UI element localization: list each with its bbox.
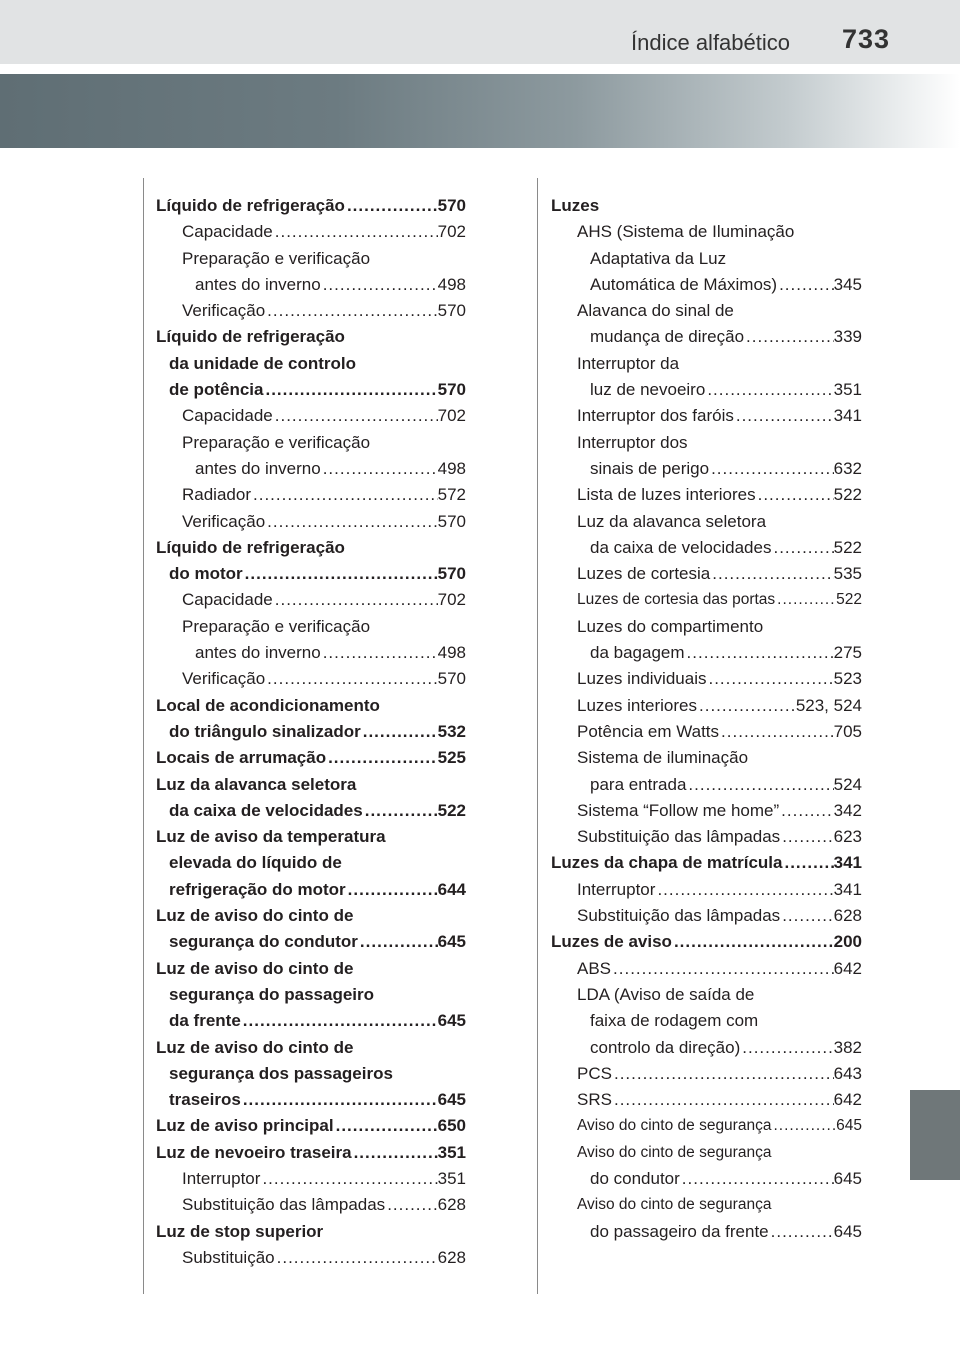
index-entry (156, 482, 466, 508)
dot-leader (612, 1087, 834, 1113)
entry-text: do triângulo sinalizador (169, 721, 361, 741)
page-ref: 702 (437, 222, 466, 242)
section-thumb-tab (910, 1090, 960, 1180)
index-entry (156, 745, 466, 771)
dot-leader (697, 693, 796, 719)
dot-leader (251, 482, 438, 508)
page-ref: 628 (437, 1195, 466, 1215)
page-ref: 632 (833, 458, 862, 478)
index-entry (551, 956, 862, 982)
index-entry (156, 877, 466, 903)
page-ref: 642 (833, 1090, 862, 1110)
entry-text: Luz de aviso principal (156, 1116, 334, 1136)
entry-text: Alavanca do sinal de (577, 301, 734, 321)
index-entry (551, 298, 862, 324)
dot-leader (321, 456, 438, 482)
index-entry (156, 956, 466, 982)
page-ref: 522 (836, 591, 862, 609)
entry-text: Capacidade (182, 406, 273, 426)
index-entry (551, 377, 862, 403)
entry-text: do motor (169, 564, 243, 584)
entry-text: Luzes de cortesia (577, 564, 711, 584)
dot-leader (777, 272, 834, 298)
page-ref: 523, 524 (795, 695, 862, 715)
entry-text: Aviso do cinto de segurança (577, 1143, 772, 1161)
entry-text: Luzes da chapa de matrícula (551, 853, 783, 873)
page-ref: 645 (833, 1168, 862, 1188)
entry-text: Luz da alavanca seletora (577, 511, 767, 531)
index-entry (156, 351, 466, 377)
entry-text: antes do inverno (195, 274, 321, 294)
dot-leader (672, 929, 834, 955)
page-ref: 642 (833, 958, 862, 978)
index-entry (156, 193, 466, 219)
entry-text: da caixa de velocidades (169, 800, 363, 820)
header-gradient-band (0, 74, 960, 148)
dot-leader (345, 193, 438, 219)
index-entry (551, 1008, 862, 1034)
dot-leader (779, 798, 833, 824)
entry-text: LDA (Aviso de saída de (577, 984, 755, 1004)
page-ref: 532 (437, 721, 466, 741)
index-entry (156, 509, 466, 535)
index-entry (156, 1113, 466, 1139)
page-ref: 645 (833, 1221, 862, 1241)
entry-text: Luzes do compartimento (577, 616, 764, 636)
dot-leader (740, 1035, 833, 1061)
entry-text: da bagagem (590, 643, 685, 663)
entry-text: sinais de perigo (590, 458, 710, 478)
entry-text: elevada do líquido de (169, 853, 342, 873)
index-entry (551, 324, 862, 350)
index-entry (156, 929, 466, 955)
index-column-left (156, 193, 466, 1271)
page-ref: 351 (833, 380, 862, 400)
index-entry (551, 614, 862, 640)
index-column-right (551, 193, 862, 1245)
index-entry (551, 456, 862, 482)
entry-text: ABS (577, 958, 612, 978)
entry-text: Preparação e verificação (182, 616, 371, 636)
index-entry (156, 377, 466, 403)
index-entry (156, 1035, 466, 1061)
page-number: 733 (841, 24, 890, 54)
index-entry (156, 850, 466, 876)
page-title: Índice alfabético (631, 30, 790, 55)
entry-text: antes do inverno (195, 458, 321, 478)
index-entry (551, 509, 862, 535)
page-ref: 200 (833, 932, 862, 952)
index-entry (156, 430, 466, 456)
page-ref: 570 (437, 669, 466, 689)
index-entry (156, 798, 466, 824)
page-ref: 628 (437, 1247, 466, 1267)
index-entry (156, 614, 466, 640)
index-entry (156, 1087, 466, 1113)
entry-text: Luz de stop superior (156, 1221, 324, 1241)
entry-text: Aviso do cinto de segurança (577, 1117, 772, 1135)
page-ref: 342 (833, 800, 862, 820)
dot-leader (706, 666, 833, 692)
index-entry (551, 1087, 862, 1113)
index-entry (551, 403, 862, 429)
entry-text: Automática de Máximos) (590, 274, 778, 294)
entry-text: Interruptor dos (577, 432, 688, 452)
page-ref: 644 (437, 879, 466, 899)
entry-text: Preparação e verificação (182, 432, 371, 452)
entry-text: Substituição das lâmpadas (182, 1195, 386, 1215)
page-ref: 341 (833, 406, 862, 426)
dot-leader (771, 535, 833, 561)
page-ref: 275 (833, 643, 862, 663)
index-entry (156, 272, 466, 298)
dot-leader (273, 587, 438, 613)
index-entry (551, 1061, 862, 1087)
page-ref: 570 (437, 301, 466, 321)
dot-leader (241, 1008, 438, 1034)
page-ref: 570 (437, 511, 466, 531)
dot-leader (780, 824, 833, 850)
entry-text: Luz de aviso do cinto de (156, 958, 354, 978)
page-ref: 522 (833, 537, 862, 557)
index-entry (551, 1166, 862, 1192)
page-ref: 570 (437, 196, 466, 215)
entry-text: Luzes interiores (577, 695, 698, 715)
index-entry (551, 772, 862, 798)
index-entry (551, 745, 862, 771)
dot-leader (275, 1245, 438, 1271)
dot-leader (260, 1166, 437, 1192)
index-entry (551, 246, 862, 272)
dot-leader (241, 1087, 438, 1113)
index-entry (156, 1245, 466, 1271)
index-entry (156, 1008, 466, 1034)
index-entry (551, 561, 862, 587)
index-entry (156, 666, 466, 692)
dot-leader (265, 298, 437, 324)
page-ref: 650 (437, 1116, 466, 1136)
dot-leader (686, 772, 833, 798)
dot-leader (265, 509, 437, 535)
page-ref: 525 (437, 748, 466, 768)
entry-text: da caixa de velocidades (590, 537, 772, 557)
page-ref: 339 (833, 327, 862, 347)
dot-leader (782, 850, 833, 876)
page-ref: 702 (437, 590, 466, 610)
entry-text: para entrada (590, 774, 687, 794)
dot-leader (321, 640, 438, 666)
dot-leader (273, 403, 438, 429)
index-entry (156, 1219, 466, 1245)
entry-text: Locais de arrumação (156, 748, 327, 768)
entry-text: AHS (Sistema de Iluminação (577, 222, 795, 242)
index-entry (156, 298, 466, 324)
index-entry (156, 561, 466, 587)
entry-text: Substituição (182, 1247, 275, 1267)
entry-text: controlo da direção) (590, 1037, 741, 1057)
entry-text: Luzes de cortesia das portas (577, 591, 776, 609)
entry-text: Interruptor da (577, 353, 680, 373)
page-ref: 570 (437, 564, 466, 584)
page-ref: 498 (437, 274, 466, 294)
entry-text: Capacidade (182, 222, 273, 242)
index-entry (551, 640, 862, 666)
entry-text: do condutor (590, 1168, 680, 1188)
entry-text: da unidade de controlo (169, 353, 357, 373)
entry-text: Substituição das lâmpadas (577, 906, 781, 926)
entry-text: Líquido de refrigeração (156, 327, 345, 347)
dot-leader (363, 798, 438, 824)
index-entry (551, 587, 862, 613)
entry-text: Aviso do cinto de segurança (577, 1196, 772, 1214)
entry-text: luz de nevoeiro (590, 380, 706, 400)
index-entry (156, 324, 466, 350)
entry-text: Sistema de iluminação (577, 748, 749, 768)
index-entry (551, 666, 862, 692)
page-ref: 705 (833, 721, 862, 741)
column-divider-middle (537, 178, 538, 1294)
entry-text: Interruptor (182, 1168, 261, 1188)
dot-leader (771, 1113, 836, 1139)
dot-leader (685, 640, 834, 666)
entry-text: antes do inverno (195, 643, 321, 663)
page-ref: 645 (437, 1090, 466, 1110)
dot-leader (243, 561, 438, 587)
index-entry (156, 535, 466, 561)
dot-leader (263, 377, 437, 403)
dot-leader (352, 1140, 438, 1166)
page-ref: 351 (437, 1168, 466, 1188)
index-entry (156, 219, 466, 245)
page-ref: 572 (437, 485, 466, 505)
entry-text: Substituição das lâmpadas (577, 827, 781, 847)
header-bar (0, 0, 960, 64)
index-entry (156, 903, 466, 929)
index-entry (551, 193, 862, 219)
index-entry (551, 982, 862, 1008)
entry-text: da frente (169, 1011, 241, 1031)
entry-text: traseiros (169, 1090, 241, 1110)
entry-text: Verificação (182, 301, 266, 321)
index-entry (156, 640, 466, 666)
dot-leader (346, 877, 438, 903)
page-ref: 351 (437, 1142, 466, 1162)
entry-text: do passageiro da frente (590, 1221, 769, 1241)
dot-leader (680, 1166, 834, 1192)
entry-text: Luz de aviso do cinto de (156, 1037, 354, 1057)
page-ref: 341 (833, 853, 862, 873)
index-entry (156, 772, 466, 798)
index-entry (551, 272, 862, 298)
entry-text: refrigeração do motor (169, 879, 346, 899)
page-ref: 645 (836, 1117, 862, 1135)
dot-leader (734, 403, 834, 429)
page-ref: 498 (437, 643, 466, 663)
index-entry (551, 719, 862, 745)
dot-leader (705, 377, 833, 403)
entry-text: SRS (577, 1090, 612, 1110)
index-entry (156, 1140, 466, 1166)
page-ref: 341 (833, 879, 862, 899)
entry-text: Radiador (182, 485, 251, 505)
entry-text: segurança do passageiro (169, 984, 375, 1004)
entry-text: Adaptativa da Luz (590, 248, 727, 268)
entry-text: faixa de rodagem com (590, 1011, 759, 1031)
entry-text: PCS (577, 1063, 612, 1083)
dot-leader (769, 1219, 834, 1245)
dot-leader (265, 666, 437, 692)
page-ref: 522 (833, 485, 862, 505)
dot-leader (710, 561, 833, 587)
page-ref: 535 (833, 564, 862, 584)
page-ref: 570 (437, 380, 466, 400)
entry-text: Luz de aviso da temperatura (156, 827, 386, 847)
entry-text: Preparação e verificação (182, 248, 371, 268)
index-entry (551, 850, 862, 876)
page-ref: 628 (833, 906, 862, 926)
page-ref: 645 (437, 1011, 466, 1031)
entry-text: Capacidade (182, 590, 273, 610)
page-ref: 643 (833, 1063, 862, 1083)
entry-text: segurança dos passageiros (169, 1063, 393, 1083)
dot-leader (655, 877, 833, 903)
dot-leader (326, 745, 438, 771)
page-ref: 645 (437, 932, 466, 952)
dot-leader (611, 956, 834, 982)
index-entry (156, 456, 466, 482)
dot-leader (358, 929, 438, 955)
entry-text: mudança de direção (590, 327, 745, 347)
index-entry (156, 1061, 466, 1087)
dot-leader (321, 272, 438, 298)
index-entry (156, 246, 466, 272)
entry-text: Verificação (182, 669, 266, 689)
page-ref: 702 (437, 406, 466, 426)
index-entry (156, 403, 466, 429)
index-entry (551, 1140, 862, 1166)
entry-text: Luzes (551, 196, 600, 215)
index-entry (551, 219, 862, 245)
entry-text: Líquido de refrigeração (156, 196, 345, 215)
entry-text: Luzes de aviso (551, 932, 672, 952)
page-ref: 498 (437, 458, 466, 478)
index-entry (156, 824, 466, 850)
index-entry (156, 1166, 466, 1192)
dot-leader (780, 903, 833, 929)
entry-text: Local de acondicionamento (156, 695, 380, 715)
index-entry (551, 1113, 862, 1139)
dot-leader (612, 1061, 834, 1087)
index-entry (551, 1219, 862, 1245)
index-entry (551, 824, 862, 850)
entry-text: Interruptor (577, 879, 656, 899)
dot-leader (273, 219, 438, 245)
entry-text: Luz da alavanca seletora (156, 774, 357, 794)
entry-text: Líquido de refrigeração (156, 537, 345, 557)
index-entry (551, 535, 862, 561)
dot-leader (756, 482, 834, 508)
entry-text: segurança do condutor (169, 932, 358, 952)
dot-leader (334, 1113, 438, 1139)
dot-leader (385, 1192, 437, 1218)
entry-text: de potência (169, 380, 264, 400)
dot-leader (361, 719, 438, 745)
index-entry (551, 1035, 862, 1061)
entry-text: Luz de nevoeiro traseira (156, 1142, 352, 1162)
column-divider-left (143, 178, 144, 1294)
index-entry (551, 877, 862, 903)
dot-leader (775, 587, 836, 613)
entry-text: Lista de luzes interiores (577, 485, 756, 505)
index-entry (551, 1192, 862, 1218)
entry-text: Luzes individuais (577, 669, 707, 689)
page-ref: 524 (833, 774, 862, 794)
index-entry (551, 351, 862, 377)
entry-text: Potência em Watts (577, 721, 720, 741)
page-ref: 382 (833, 1037, 862, 1057)
index-entry (156, 982, 466, 1008)
index-entry (156, 587, 466, 613)
index-entry (156, 693, 466, 719)
index-entry (156, 719, 466, 745)
dot-leader (719, 719, 834, 745)
index-entry (551, 482, 862, 508)
page-ref: 623 (833, 827, 862, 847)
index-entry (551, 430, 862, 456)
index-entry (551, 798, 862, 824)
dot-leader (709, 456, 834, 482)
page-ref: 345 (833, 274, 862, 294)
page-ref: 523 (833, 669, 862, 689)
entry-text: Luz de aviso do cinto de (156, 906, 354, 926)
entry-text: Interruptor dos faróis (577, 406, 734, 426)
page-ref: 522 (437, 800, 466, 820)
entry-text: Sistema “Follow me home” (577, 800, 780, 820)
index-entry (551, 693, 862, 719)
index-entry (551, 903, 862, 929)
dot-leader (744, 324, 834, 350)
entry-text: Verificação (182, 511, 266, 531)
index-entry (156, 1192, 466, 1218)
index-entry (551, 929, 862, 955)
